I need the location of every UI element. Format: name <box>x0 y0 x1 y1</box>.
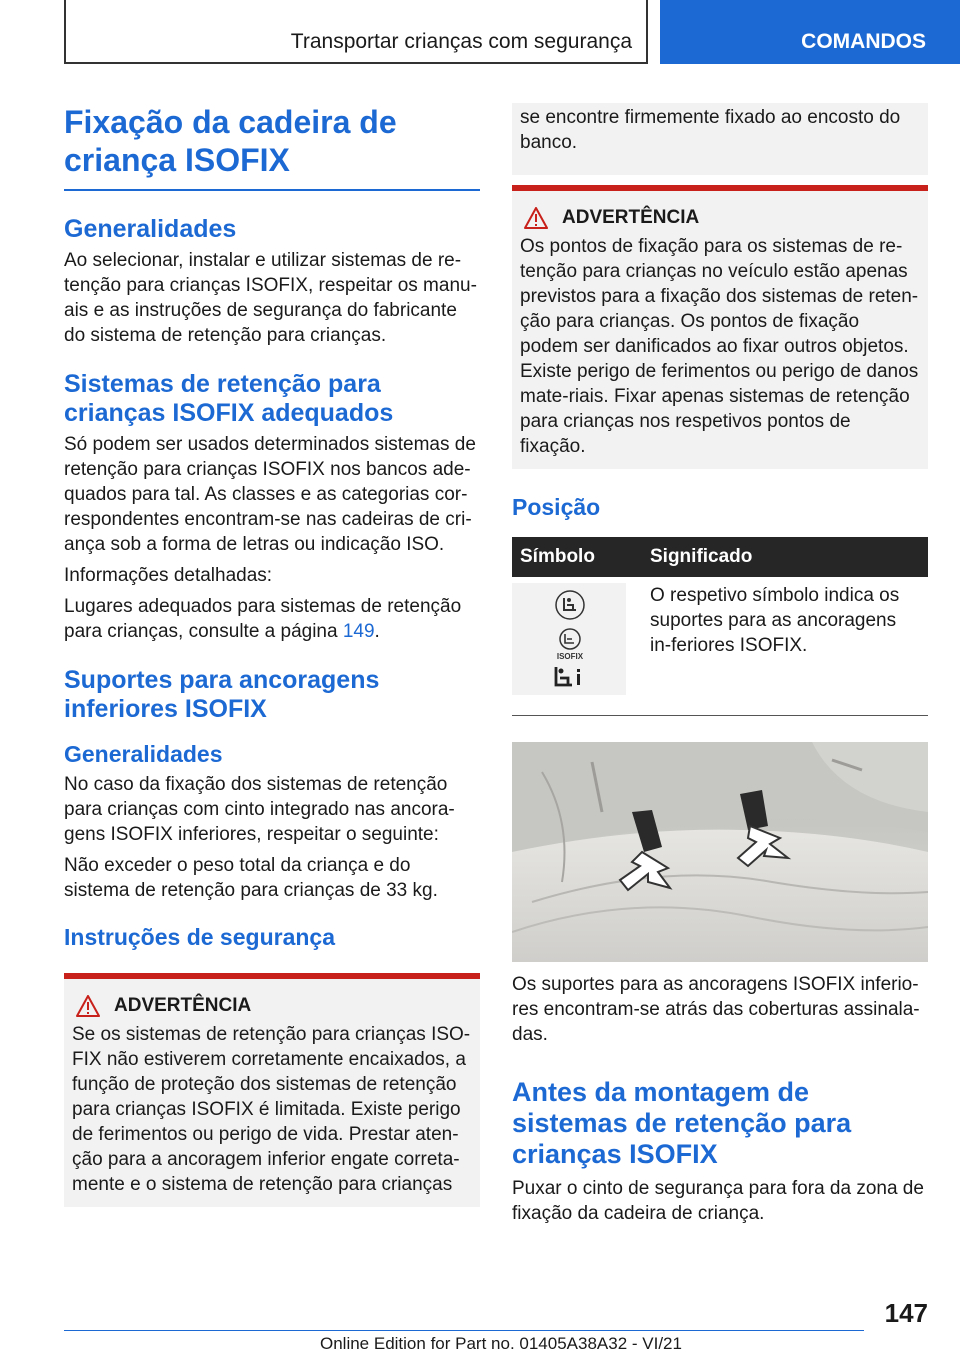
footer-edition: Online Edition for Part no. 01405A38A32 - VI/21 <box>320 1334 682 1353</box>
paragraph-before: Puxar o cinto de segurança para fora da zona de fixação da cadeira de criança. <box>512 1178 924 1224</box>
warning-title-2 <box>520 205 920 230</box>
table-cell-symbol <box>512 577 642 716</box>
warning-title-text: ADVERTÊNCIA <box>114 995 252 1016</box>
header-section-box <box>64 0 648 64</box>
page-title: Fixação da cadeira de criança ISOFIX <box>64 100 480 191</box>
symbol-table <box>512 537 928 716</box>
paragraph-seats-end: . <box>374 621 380 642</box>
paragraph-info: Informações detalhadas: <box>64 565 273 586</box>
table-header-symbol: Símbolo <box>512 537 642 577</box>
paragraph-weight: Não exceder o peso total da criança e do sistema de retenção para crianças de 33 kg. <box>64 855 438 901</box>
paragraph-seats <box>64 594 480 644</box>
left-column <box>64 100 480 1207</box>
paragraph-general: Ao selecionar, instalar e utilizar sistemas de re-tenção para crianças ISOFIX, respeitar os manu-ais e as instruções de segurança do fabricante do sistema de retenção para crianças. <box>64 250 477 346</box>
warning-box <box>64 973 480 1207</box>
warning-title-text-2: ADVERTÊNCIA <box>562 207 700 228</box>
header-chapter-label: COMANDOS <box>801 30 926 53</box>
table-header-row <box>512 537 928 577</box>
warning-box-2 <box>512 185 928 469</box>
header-chapter-tab[interactable] <box>660 0 960 64</box>
isofix-label-icon <box>554 627 586 661</box>
paragraph-seats-text: Lugares adequados para sistemas de retenção para crianças, consulte a página <box>64 596 462 642</box>
table-header-meaning: Significado <box>642 537 928 577</box>
paragraph-systems: Só podem ser usados determinados sistemas de retenção para crianças ISOFIX nos bancos ade-quados para tal. As classes e as categorias cor-respondentes encontram-se nas cadeiras de cri-ança sob a forma de letras ou indicação ISO. <box>64 434 476 555</box>
heading-general: Generalidades <box>64 215 237 243</box>
warning-triangle-icon <box>524 207 548 229</box>
table-row <box>512 577 928 716</box>
warning-continuation <box>512 103 928 175</box>
table-cell-meaning: O respetivo símbolo indica os suportes para as ancoragens in-feriores ISOFIX. <box>650 585 900 656</box>
heading-systems: Sistemas de retenção para crianças ISOFIX adequados <box>64 370 394 427</box>
paragraph-general-2: No caso da fixação dos sistemas de retenção para crianças com cinto integrado nas ancora-gens ISOFIX inferiores, respeitar o seguinte: <box>64 774 455 845</box>
photo-caption: Os suportes para as ancoragens ISOFIX inferio-res encontram-se atrás das coberturas assinala-das. <box>512 974 920 1045</box>
right-column <box>512 103 928 1226</box>
warning-title <box>72 993 472 1018</box>
isofix-symbols <box>512 583 626 695</box>
heading-position: Posição <box>512 494 601 520</box>
heading-safety: Instruções de segurança <box>64 924 335 950</box>
isofix-info-icon <box>552 663 586 691</box>
warning-text: Se os sistemas de retenção para crianças ISO-FIX não estiverem corretamente encaixados, a função de proteção dos sistemas de retenção para crianças ISOFIX é limitada. Existe perigo de ferimentos ou perigo de vida. Prestar aten-ção para a ancoragem inferior engate correta-mente e o sistema de retenção para crianças <box>72 1024 471 1195</box>
seat-photo <box>512 742 928 962</box>
warning-continuation-text: se encontre firmemente fixado ao encosto do banco. <box>520 107 901 153</box>
svg-text:ISOFIX: ISOFIX <box>556 652 584 661</box>
footer-divider <box>64 1330 864 1331</box>
isofix-seat-icon <box>554 589 586 621</box>
warning-triangle-icon <box>76 995 100 1017</box>
heading-supports: Suportes para ancoragens inferiores ISOFIX <box>64 666 380 723</box>
page-number: 147 <box>884 1298 928 1328</box>
header-section-title: Transportar crianças com segurança <box>290 30 632 53</box>
heading-before: Antes da montagem de sistemas de retenção para crianças ISOFIX <box>512 1077 852 1169</box>
warning-text-2: Os pontos de fixação para os sistemas de re-tenção para crianças no veículo estão apenas previstos para a fixação dos sistemas de reten-ção para crianças. Os pontos de fixação podem ser danificados ao fixar outros objetos. Existe perigo de ferimentos ou perigo de danos mate-riais. Fixar apenas sistemas de retenção para crianças nos respetivos pontos de fixação. <box>520 236 919 457</box>
seat-illustration <box>512 742 928 962</box>
page-link[interactable]: 149 <box>342 621 375 642</box>
heading-general-2: Generalidades <box>64 741 223 767</box>
